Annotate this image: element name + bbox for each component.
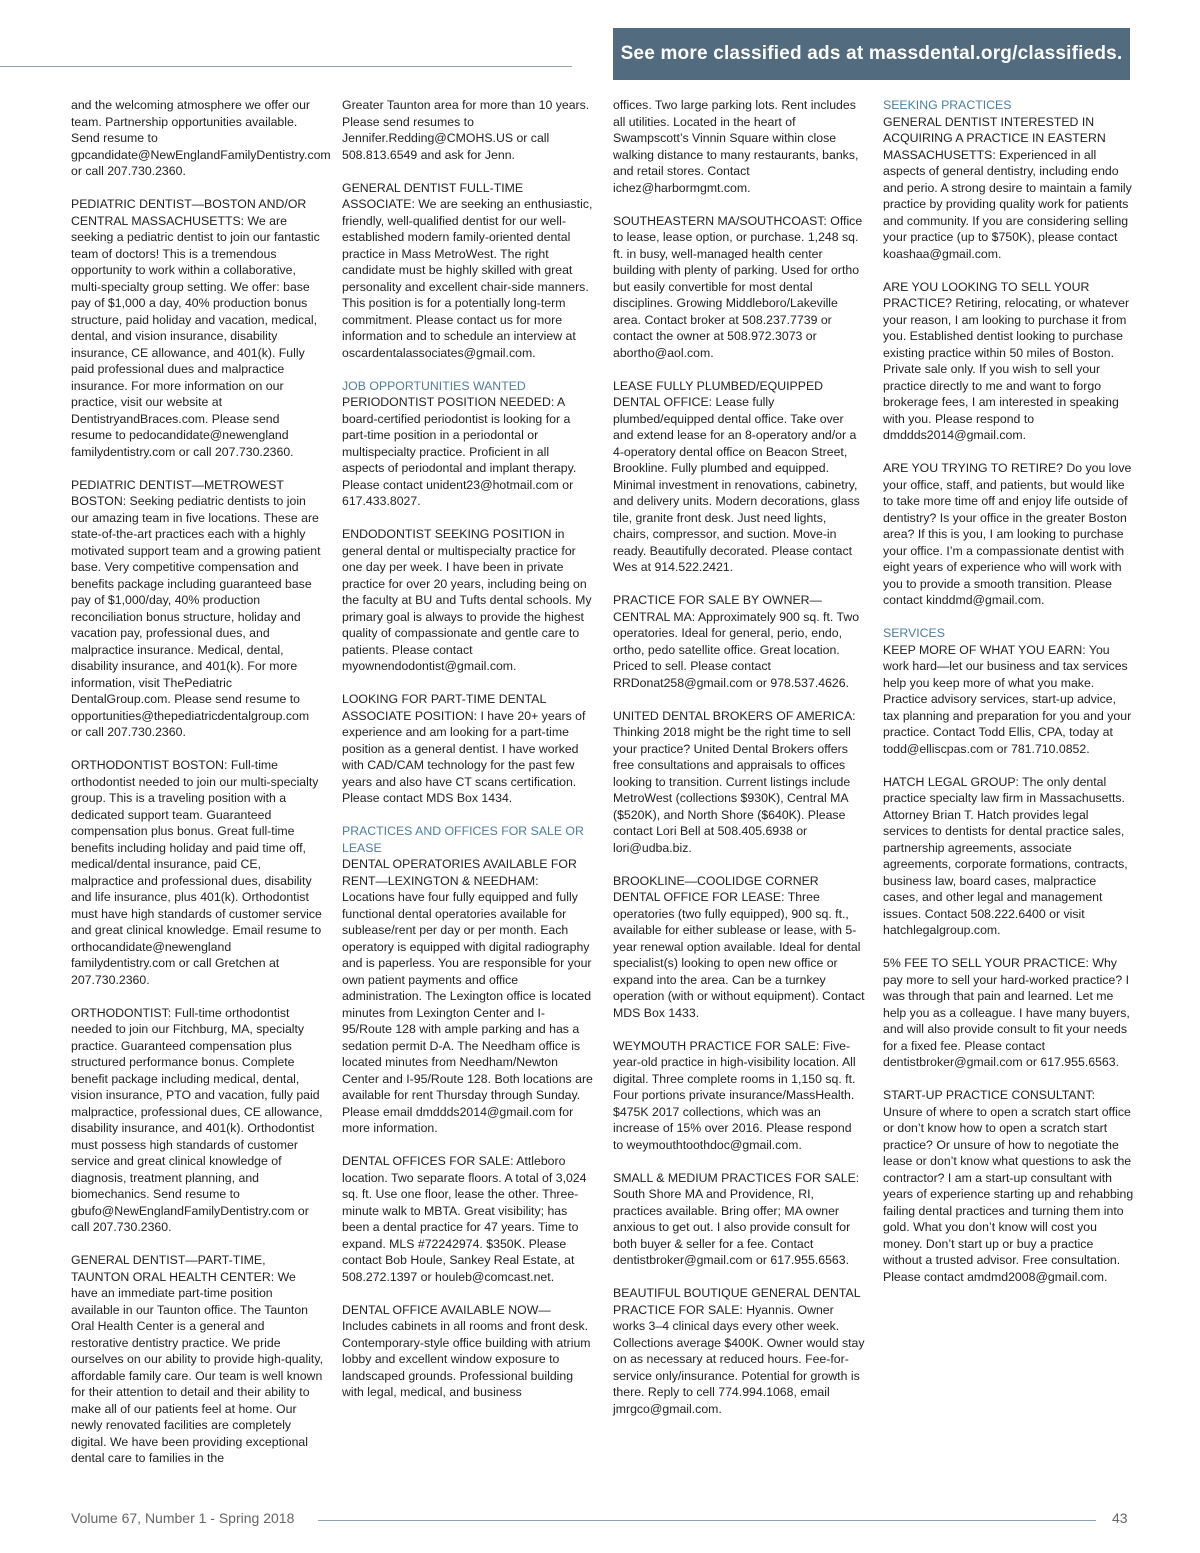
ad-text: 5% FEE TO SELL YOUR PRACTICE: Why pay more to sell your hard-worked practice? I was through that pain and learned. Let me help you as a colleague. I have many buyers, and will also provide consult to fit your needs for a fixed fee. Please contact dentistbroker@gmail.com or 617.955.6563.	[883, 956, 1130, 1069]
ad-text: Greater Taunton area for more than 10 years. Please send resumes to Jennifer.Redding@CMOHS.US or call 508.813.6549 and ask for Jenn.	[342, 98, 590, 162]
ad-text: DENTAL OPERATORIES AVAILABLE FOR RENT—LEXINGTON & NEEDHAM: Locations have four fully equipped and fully functional dental operatories available for sublease/rent per day or per month. Each operatory is equipped with digital radiography and is paperless. You are responsible for your own patient payments and office administration. The Lexington office is located minutes from Lexington Center and I-95/Route 128 with ample parking and has a sedation permit D-A. The Needham office is located minutes from Needham/Newton Center and I-95/Route 128. Both locations are available for rent Thursday through Sunday. Please email dmddds2014@gmail.com for more information.	[342, 857, 593, 1135]
ad-text: ORTHODONTIST: Full-time orthodontist needed to join our Fitchburg, MA, specialty practice. Guaranteed compensation plus structured performance bonus. Complete benefit package including medical, dental, vision insurance, PTO and vacation, fully paid malpractice, professional dues, CE allowance, disability insurance, and 401(k). Orthodontist must possess high standards of customer service and great clinical knowledge of diagnosis, treatment planning, and biomechanics. Send resume to gbufo@NewEnglandFamilyDentistry.com or call 207.730.2360.	[71, 1005, 323, 1234]
column-3	[613, 97, 865, 1434]
column-4	[883, 97, 1135, 1302]
ad-text: UNITED DENTAL BROKERS OF AMERICA: Thinking 2018 might be the right time to sell your practice? United Dental Brokers offers free consultations and appraisals to offices looking to transition. Current listings include MetroWest (collections $930K), Central MA ($520K), and North Shore ($640K). Please contact Lori Bell at 508.405.6938 or lori@udba.biz.	[613, 708, 856, 855]
ad-text: ENDODONTIST SEEKING POSITION in general dental or multispecialty practice for one day per week. I have been in private practice for over 20 years, including being on the faculty at BU and Tufts dental schools. My primary goal is always to provide the highest quality of compassionate and gentle care to patients. Please contact myownendodontist@gmail.com.	[342, 527, 592, 673]
ad-text: SOUTHEASTERN MA/SOUTHCOAST: Office to lease, lease option, or purchase. 1,248 sq. ft. in busy, well-managed health center building with plenty of parking. Used for ortho but easily convertible for most dental disciplines. Growing Middleboro/Lakeville area. Contact broker at 508.237.7739 or contact the owner at 508.972.3073 or abortho@aol.com.	[613, 213, 863, 360]
ad-text: ORTHODONTIST BOSTON: Full-time orthodontist needed to join our multi-specialty group. This is a traveling position with a dedicated support team. Guaranteed compensation plus bonus. Great full-time benefits including holiday and paid time off, medical/dental insurance, paid CE, malpractice and professional dues, disability and life insurance, plus 401(k). Orthodontist must have high standards of customer service and great clinical knowledge. Email resume to orthocandidate@newengland familydentistry.com or call Gretchen at 207.730.2360.	[71, 758, 322, 987]
top-rule	[0, 66, 572, 67]
section-heading: SEEKING PRACTICES	[883, 98, 1012, 112]
ad-text: SMALL & MEDIUM PRACTICES FOR SALE: South Shore MA and Providence, RI, practices available. Bring offer; MA owner anxious to get out. I also provide consult for both buyer & seller for a fee. Contact dentistbroker@gmail.com or 617.955.6563.	[613, 1170, 860, 1267]
section-heading: PRACTICES AND OFFICES FOR SALE OR LEASE	[342, 824, 584, 855]
ad-text: DENTAL OFFICE AVAILABLE NOW—Includes cabinets in all rooms and front desk. Contemporary-style office building with atrium lobby and excellent window exposure to landscaped grounds. Professional building with legal, medical, and business	[342, 1302, 591, 1399]
ad-text: KEEP MORE OF WHAT YOU EARN: You work hard—let our business and tax services help you keep more of what you make. Practice advisory services, start-up advice, tax planning and preparation for you and your practice. Contact Todd Ellis, CPA, today at todd@elliscpas.com or 781.710.0852.	[883, 642, 1132, 756]
ad-text: PERIODONTIST POSITION NEEDED: A board-certified periodontist is looking for a part-time position in a periodontal or multispecialty practice. Proficient in all aspects of periodontal and implant therapy. Please contact unident23@hotmail.com or 617.433.8027.	[342, 395, 577, 508]
ad-text: BROOKLINE—COOLIDGE CORNER DENTAL OFFICE FOR LEASE: Three operatories (two fully equipped), 900 sq. ft., available for either sublease or lease, with 5-year renewal option available. Ideal for dental specialist(s) looking to open new office or expand into the area. Can be a turnkey operation (with or without equipment). Contact MDS Box 1433.	[613, 873, 865, 1020]
section-heading: SERVICES	[883, 626, 945, 640]
ad-text: HATCH LEGAL GROUP: The only dental practice specialty law firm in Massachusetts. Attorney Brian T. Hatch provides legal services to dentists for dental practice sales, partnership agreements, associate agreements, corporate formations, contracts, business law, board cases, malpractice cases, and other legal and management issues. Contact 508.222.6400 or visit hatchlegalgroup.com.	[883, 774, 1128, 937]
column-2	[342, 97, 594, 1417]
ad-text: DENTAL OFFICES FOR SALE: Attleboro location. Two separate floors. A total of 3,024 sq. ft. Use one floor, lease the other. Three-minute walk to MBTA. Great visibility; has been a dental practice for 47 years. Time to expand. MLS #72242974. $350K. Please contact Bob Houle, Sankey Real Estate, at 508.272.1397 or houleb@comcast.net.	[342, 1154, 587, 1284]
page-number: 43	[1112, 1510, 1128, 1526]
classifieds-banner[interactable]: See more classified ads at massdental.org/classifieds.	[613, 28, 1130, 80]
ad-text: BEAUTIFUL BOUTIQUE GENERAL DENTAL PRACTICE FOR SALE: Hyannis. Owner works 3–4 clinical days every other week. Collections average $400K. Owner would stay on as necessary at reduced hours. Fee-for-service only/insurance. Potential for growth is there. Reply to cell 774.994.1068, email jmrgco@gmail.com.	[613, 1286, 865, 1416]
ad-text: LOOKING FOR PART-TIME DENTAL ASSOCIATE POSITION: I have 20+ years of experience and am looking for a part-time position as a general dentist. I have worked with CAD/CAM technology for the past few years and also have CT scans certification. Please contact MDS Box 1434.	[342, 692, 586, 805]
ad-text: PEDIATRIC DENTIST—METROWEST BOSTON: Seeking pediatric dentists to join our amazing team in five locations. These are state-of-the-art practices each with a highly motivated support team and a growing patient base. Very competitive compensation and benefits package including guaranteed base pay of $1,000/day, 40% production reconciliation bonus structure, holiday and vacation pay, professional dues, and malpractice insurance. Medical, dental, disability insurance, and 401(k). For more information, visit ThePediatric DentalGroup.com. Please send resume to opportunities@thepediatricdentalgroup.com or call 207.730.2360.	[71, 477, 321, 739]
ad-text: GENERAL DENTIST INTERESTED IN ACQUIRING A PRACTICE IN EASTERN MASSACHUSETTS: Experienced in all aspects of general dentistry, including endo and perio. A strong desire to maintain a family practice by providing quality work for patients and community. If you are considering selling your practice (up to $750K), please contact koashaa@gmail.com.	[883, 114, 1132, 261]
ad-text: LEASE FULLY PLUMBED/EQUIPPED DENTAL OFFICE: Lease fully plumbed/equipped dental office. Take over and extend lease for an 8-operatory and/or a 4-operatory dental office on Beacon Street, Brookline. Fully plumbed and equipped. Minimal investment in renovations, cabinetry, and delivery units. Modern decorations, glass tile, granite front desk. Just need lights, chairs, compressor, and suction. Move-in ready. Beautifully decorated. Please contact Wes at 914.522.2421.	[613, 378, 860, 574]
column-1	[71, 97, 331, 1483]
ad-text: PRACTICE FOR SALE BY OWNER—CENTRAL MA: Approximately 900 sq. ft. Two operatories. Ideal for general, perio, endo, ortho, pedo satellite office. Great location. Priced to sell. Please contact RRDonat258@gmail.com or 978.537.4626.	[613, 593, 860, 690]
ad-text: GENERAL DENTIST—PART-TIME, TAUNTON ORAL HEALTH CENTER: We have an immediate part-time position available in our Taunton office. The Taunton Oral Health Center is a general and restorative dentistry practice. We pride ourselves on our ability to provide high-quality, affordable family care. Our team is well known for their attention to detail and their ability to make all of our patients feel at home. Our newly renovated facilities are completely digital. We have been providing exceptional dental care to families in the	[71, 1253, 323, 1465]
section-heading: JOB OPPORTUNITIES WANTED	[342, 378, 526, 393]
ad-text: PEDIATRIC DENTIST—BOSTON AND/OR CENTRAL MASSACHUSETTS: We are seeking a pediatric dentist to join our fantastic team of doctors! This is a tremendous opportunity to work within a collaborative, multi-specialty group setting. We offer: base pay of $1,000 a day, 40% production bonus structure, paid holiday and vacation, medical, dental, and vision insurance, disability insurance, CE allowance, and 401(k). Fully paid professional dues and malpractice insurance. For more information on our practice, visit our website at DentistryandBraces.com. Please send resume to pedocandidate@newengland familydentistry.com or call 207.730.2360.	[71, 197, 320, 459]
ad-text: offices. Two large parking lots. Rent includes all utilities. Located in the heart of Swampscott’s Vinnin Square within close walking distance to many restaurants, banks, and retail stores. Contact ichez@harbormgmt.com.	[613, 98, 859, 195]
issue-footer: Volume 67, Number 1 - Spring 2018	[71, 1510, 295, 1526]
ad-text: GENERAL DENTIST FULL-TIME ASSOCIATE: We are seeking an enthusiastic, friendly, well-qualified dentist for our well-established modern family-oriented dental practice in Mass MetroWest. The right candidate must be highly skilled with great personality and excellent chair-side manners. This position is for a potentially long-term commitment. Please contact us for more information and to schedule an interview at oscardentalassociates@gmail.com.	[342, 180, 593, 360]
ad-text: START-UP PRACTICE CONSULTANT: Unsure of where to open a scratch start office or don’t know how to open a scratch start practice? Or unsure of how to negotiate the lease or don’t know what questions to ask the contractor? I am a start-up consultant with years of experience starting up and rehabbing failing dental practices and turning them into gold. What you don’t know will cost you money. Don’t start up or buy a practice without a trusted advisor. Free consultation. Please contact amdmd2008@gmail.com.	[883, 1088, 1134, 1284]
ad-text: WEYMOUTH PRACTICE FOR SALE: Five-year-old practice in high-visibility location. All digital. Three complete rooms in 1,150 sq. ft. Four portions private insurance/MassHealth. $475K 2017 collections, which was an increase of 15% over 2016. Please respond to weymouthtoothdoc@gmail.com.	[613, 1038, 856, 1152]
footer-rule	[318, 1520, 1096, 1521]
ad-text: ARE YOU LOOKING TO SELL YOUR PRACTICE? Retiring, relocating, or whatever your reason, I am looking to purchase it from you. Established dentist looking to purchase existing practice within 50 miles of Boston. Private sale only. If you wish to sell your practice directly to me and want to forgo brokerage fees, I am interested in speaking with you. Please respond to dmddds2014@gmail.com.	[883, 279, 1130, 442]
ad-text: and the welcoming atmosphere we offer our team. Partnership opportunities available. Send resume to gpcandidate@NewEnglandFamilyDentistry.com or call 207.730.2360.	[71, 98, 331, 178]
ad-text: ARE YOU TRYING TO RETIRE? Do you love your office, staff, and patients, but would like to take more time off and enjoy life outside of dentistry? Is your office in the greater Boston area? If this is you, I am looking to purchase your office. I’m a compassionate dentist with eight years of experience who will work with you to provide a smooth transition. Please contact kinddmd@gmail.com.	[883, 461, 1132, 607]
